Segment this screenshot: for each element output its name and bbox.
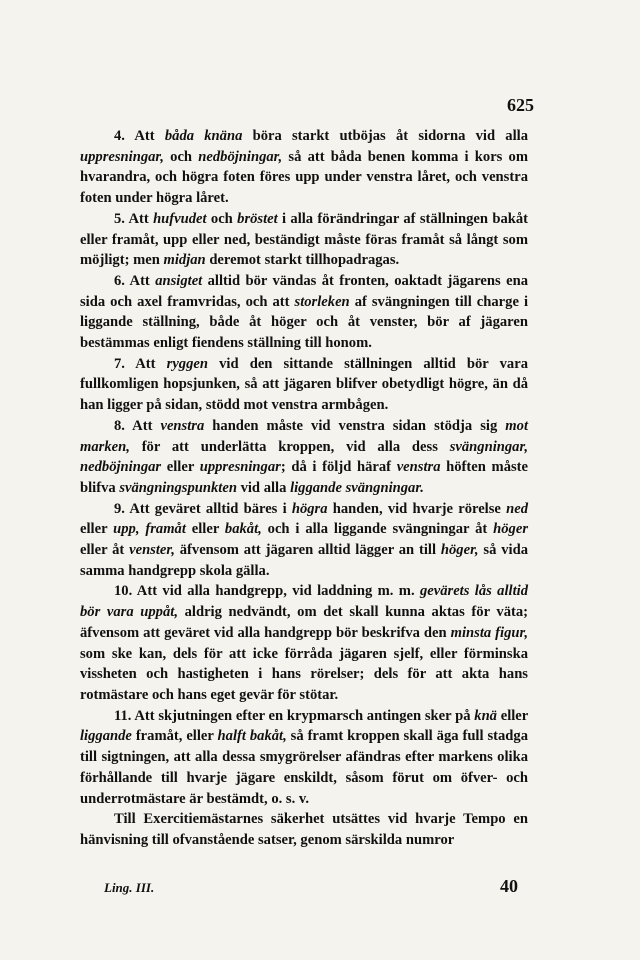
emphasis-text: hufvudet bbox=[153, 210, 207, 227]
emphasis-text: knä bbox=[474, 707, 497, 724]
emphasis-text: venstra bbox=[396, 459, 441, 476]
paragraph-text: för att underlätta kroppen, vid alla dess bbox=[129, 438, 450, 455]
paragraph-text: 10. Att vid alla handgrepp, vid laddning m. m. bbox=[114, 583, 420, 600]
paragraph-text: handen måste vid venstra sidan stödja sig bbox=[204, 417, 506, 434]
paragraph bbox=[80, 581, 528, 705]
paragraph bbox=[80, 499, 528, 582]
sheet-number: 40 bbox=[500, 876, 518, 896]
paragraph-text: deremot starkt tillhopadragas. bbox=[205, 252, 400, 269]
page-footer bbox=[104, 876, 518, 897]
emphasis-text: nedböjningar, bbox=[198, 148, 283, 165]
paragraph bbox=[80, 354, 528, 416]
paragraph bbox=[80, 126, 528, 209]
emphasis-text: liggande bbox=[80, 728, 132, 745]
paragraph-text: eller bbox=[185, 521, 225, 538]
paragraph-text: och bbox=[163, 148, 199, 165]
paragraph-text: så framt kroppen skall äga full stadga till sigtningen, att alla dessa smygrörelser afändras efter markens olika förhållande till hvarje jägare enskildt, såsom förut om öfver- och underrotmästare är bestämdt, o. s. v. bbox=[80, 728, 529, 807]
paragraph-text: eller åt bbox=[80, 542, 130, 559]
paragraph bbox=[80, 809, 528, 850]
printer-signature: Ling. III. bbox=[104, 880, 155, 895]
emphasis-text: venstra bbox=[160, 417, 205, 434]
emphasis-text: ansigtet bbox=[155, 272, 203, 289]
emphasis-text: bakåt, bbox=[224, 521, 262, 538]
emphasis-text: mot marken, bbox=[80, 417, 528, 455]
paragraph-text: vid den sittande ställningen alltid bör vara fullkomligen hopsjunken, så att jägaren blifver obetydligt högre, än då han ligger på sidan, stödd mot venstra armbågen. bbox=[80, 355, 529, 414]
paragraph-text: aldrig nedvändt, om det skall kunna aktas för väta; äfvensom att geväret vid alla handgrepp bör beskrifva den bbox=[80, 604, 529, 641]
paragraph-text: handen, vid hvarje rörelse bbox=[327, 500, 507, 517]
paragraph-text: alltid bör vändas åt fronten, oaktadt jägarens ena sida och axel framvridas, och att bbox=[80, 272, 528, 310]
paragraph-text: 4. Att bbox=[114, 128, 165, 144]
emphasis-text: bröstet bbox=[237, 210, 278, 227]
paragraph-text: 9. Att geväret alltid bäres i bbox=[114, 500, 292, 517]
paragraph bbox=[80, 416, 528, 499]
paragraph-text: i alla förändringar af ställningen bakåt eller framåt, upp eller ned, beständigt måste föras framåt så långt som möjligt; men bbox=[80, 210, 529, 269]
emphasis-text: gevärets lås alltid bör vara uppåt, bbox=[80, 583, 528, 621]
paragraph-text: som ske kan, dels för att icke förråda jägaren sjelf, eller förminska vissheten och hastigheten i hans rörelser; dels för att akta hans rotmästare och hans eget gevär för stötar. bbox=[80, 645, 528, 703]
paragraph-text: 7. Att bbox=[114, 355, 167, 372]
paragraph-text: vid alla bbox=[236, 479, 291, 496]
paragraph-text: så att båda benen komma i kors om hvarandra, och högra foten föres upp under venstra låret, och venstra foten under högra låret. bbox=[80, 148, 529, 207]
emphasis-text: storleken bbox=[294, 293, 350, 310]
paragraph bbox=[80, 706, 528, 810]
paragraph-text: framåt, eller bbox=[131, 728, 218, 745]
paragraph-text: eller bbox=[161, 459, 200, 476]
emphasis-text: höger bbox=[493, 521, 528, 538]
emphasis-text: uppresningar bbox=[199, 459, 281, 476]
paragraph-text: 11. Att skjutningen efter en krypmarsch antingen sker på bbox=[114, 707, 475, 724]
paragraph-text: och i alla liggande svängningar åt bbox=[261, 521, 494, 538]
paragraph-text: Till Exercitiemästarnes säkerhet utsättes vid hvarje Tempo en hänvisning till ofvanstående satser, genom särskilda numror bbox=[80, 811, 528, 848]
paragraph-text: eller bbox=[80, 521, 114, 538]
emphasis-text: båda knäna bbox=[164, 128, 243, 144]
page-number: 625 bbox=[507, 95, 534, 115]
emphasis-text: liggande svängningar. bbox=[290, 479, 424, 496]
body-text bbox=[80, 126, 528, 851]
emphasis-text: uppresningar, bbox=[80, 148, 164, 165]
emphasis-text: upp, framåt bbox=[113, 521, 186, 538]
emphasis-text: höger, bbox=[440, 542, 479, 559]
paragraph-text: höften måste blifva bbox=[80, 459, 529, 496]
emphasis-text: halft bakåt, bbox=[217, 728, 287, 745]
emphasis-text: ned bbox=[506, 500, 528, 517]
emphasis-text: ryggen bbox=[166, 355, 208, 372]
emphasis-text: venster, bbox=[129, 542, 175, 559]
emphasis-text: svängningspunkten bbox=[119, 479, 237, 496]
paragraph-text: böra starkt utböjas åt sidorna vid alla bbox=[242, 128, 528, 144]
paragraph bbox=[80, 209, 528, 271]
paragraph-text: 6. Att bbox=[114, 272, 156, 289]
paragraph-text: och bbox=[206, 210, 238, 227]
paragraph-text: så vida samma handgrepp skola gälla. bbox=[80, 542, 529, 579]
paragraph-text: eller bbox=[496, 707, 528, 724]
emphasis-text: midjan bbox=[163, 252, 206, 269]
paragraph-text: 8. Att bbox=[114, 417, 161, 434]
emphasis-text: svängningar, nedböjningar bbox=[80, 438, 528, 476]
paragraph-text: af svängningen till charge i liggande ställning, både åt höger och åt venster, bör af jägaren bestämmas enligt fiendens ställning till honom. bbox=[80, 293, 528, 352]
paragraph-text: ; då i följd häraf bbox=[280, 459, 397, 476]
paragraph-text: 5. Att bbox=[114, 210, 154, 227]
paragraph-text: äfvensom att jägaren alltid lägger an till bbox=[174, 542, 441, 559]
paragraph bbox=[80, 271, 528, 354]
emphasis-text: minsta figur, bbox=[450, 624, 529, 641]
emphasis-text: högra bbox=[291, 500, 328, 517]
